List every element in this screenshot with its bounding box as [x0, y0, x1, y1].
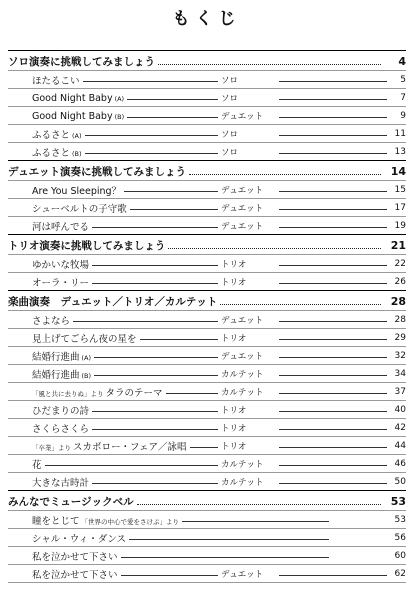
leader-line: [94, 357, 218, 358]
section-heading: [8, 490, 406, 511]
entry-title: ふるさと: [32, 148, 71, 159]
leader-line: [279, 117, 387, 118]
leader-line: [279, 357, 387, 358]
entry-page-number: 60: [394, 551, 406, 561]
section-title: ソロ演奏に挑戦してみましょう: [8, 55, 155, 68]
toc-entry: [8, 198, 406, 217]
section-title: みんなでミュージックベル: [8, 495, 134, 508]
entry-ensemble-type: カルテット: [221, 478, 264, 488]
toc-entry: [8, 400, 406, 419]
leader-line: [279, 447, 387, 448]
entry-title-group: [32, 385, 163, 399]
entry-ensemble-type: デュエット: [221, 222, 264, 232]
entry-title: 見上げてごらん夜の星を: [32, 334, 137, 345]
entry-title-group: [32, 331, 137, 345]
entry-page-number: 42: [394, 423, 406, 433]
dotted-leader: [137, 504, 381, 505]
leader-line: [279, 483, 387, 484]
section-page-number: 4: [398, 54, 406, 68]
toc-entry: [8, 328, 406, 347]
entry-ensemble-type: カルテット: [221, 370, 264, 380]
leader-line: [85, 135, 218, 136]
entry-title: 河は呼んでる: [32, 222, 90, 233]
entry-source-note: 「卒業」より: [32, 444, 71, 452]
entry-title-group: [32, 313, 70, 327]
entry-page-number: 37: [394, 387, 406, 397]
entry-page-number: 50: [394, 477, 406, 487]
leader-line: [83, 81, 218, 82]
entry-page-number: 26: [394, 277, 406, 287]
leader-line: [279, 393, 387, 394]
toc-entry: [8, 254, 406, 273]
entry-title-group: [32, 201, 127, 215]
bottom-rule: [8, 582, 406, 583]
leader-line: [121, 557, 329, 558]
leader-line: [279, 135, 387, 136]
entry-ensemble-type: トリオ: [221, 442, 247, 452]
leader-line: [279, 283, 387, 284]
leader-line: [92, 429, 218, 430]
toc-entry: [8, 510, 406, 529]
leader-line: [140, 339, 218, 340]
entry-page-number: 62: [394, 569, 406, 579]
entry-title: ふるさと: [32, 130, 71, 141]
entry-title-group: [32, 275, 89, 289]
entry-title-group: [32, 145, 82, 159]
section-heading: [8, 160, 406, 181]
entry-subnote: (A): [72, 132, 82, 140]
entry-ensemble-type: デュエット: [221, 186, 264, 196]
entry-title: ほたるこい: [32, 76, 80, 87]
entry-title-group: [32, 93, 124, 104]
leader-line: [121, 575, 218, 576]
entry-title-group: [32, 349, 91, 363]
toc-entry: [8, 472, 406, 491]
leader-line: [279, 375, 387, 376]
entry-page-number: 11: [394, 129, 406, 139]
entry-ensemble-type: デュエット: [221, 112, 264, 122]
entry-title-group: [32, 567, 118, 581]
entry-title: 瞳をとじて: [32, 516, 80, 527]
entry-ensemble-type: ソロ: [221, 130, 239, 140]
toc-entry: [8, 364, 406, 383]
entry-page-number: 34: [394, 369, 406, 379]
entry-title-group: [32, 367, 91, 381]
entry-title-group: [32, 439, 187, 453]
section-heading: [8, 234, 406, 255]
entry-subnote: (B): [114, 112, 125, 121]
entry-page-number: 40: [394, 405, 406, 415]
entry-ensemble-type: トリオ: [221, 334, 247, 344]
toc-entry: [8, 418, 406, 437]
section-heading: [8, 290, 406, 311]
entry-ensemble-type: トリオ: [221, 260, 247, 270]
toc-entry: [8, 142, 406, 161]
entry-page-number: 19: [394, 221, 406, 231]
entry-ensemble-type: ソロ: [221, 148, 239, 158]
entry-ensemble-type: カルテット: [221, 460, 264, 470]
entry-title-group: [32, 111, 124, 122]
toc-entry: [8, 564, 406, 583]
entry-ensemble-type: トリオ: [221, 278, 247, 288]
entry-title-group: [32, 513, 179, 527]
toc-entry: [8, 310, 406, 329]
toc-entry: [8, 106, 406, 125]
section-title: 楽曲演奏 デュエット／トリオ／カルテット: [8, 295, 218, 308]
section-page-number: 21: [390, 238, 406, 252]
entry-page-number: 22: [394, 259, 406, 269]
entry-page-number: 32: [394, 351, 406, 361]
entry-title: ゆかいな牧場: [32, 260, 90, 271]
leader-line: [279, 99, 387, 100]
entry-subnote: (B): [72, 150, 82, 158]
toc-entry: [8, 346, 406, 365]
leader-line: [45, 465, 218, 466]
leader-line: [92, 283, 218, 284]
entry-ensemble-type: デュエット: [221, 316, 264, 326]
leader-line: [190, 447, 218, 448]
entry-title: 結婚行進曲: [32, 370, 80, 381]
leader-line: [85, 153, 218, 154]
entry-page-number: 29: [394, 333, 406, 343]
leader-line: [94, 375, 218, 376]
leader-line: [279, 321, 387, 322]
toc-entry: [8, 216, 406, 235]
entry-title: Good Night Baby: [32, 92, 113, 104]
entry-title: タラのテーマ: [105, 388, 163, 399]
entry-title: さよなら: [32, 316, 71, 327]
toc-entry: [8, 528, 406, 547]
entry-page-number: 53: [394, 515, 406, 525]
entry-title-group: [32, 403, 89, 417]
leader-line: [279, 411, 387, 412]
leader-line: [279, 339, 387, 340]
entry-ensemble-type: デュエット: [221, 352, 264, 362]
leader-line: [182, 521, 329, 522]
entry-ensemble-type: デュエット: [221, 570, 264, 580]
leader-line: [92, 411, 218, 412]
leader-line: [92, 483, 218, 484]
entry-subnote: (B): [81, 372, 92, 380]
entry-title-group: [32, 549, 118, 563]
dotted-leader: [220, 304, 381, 305]
entry-title: ひだまりの詩: [32, 406, 90, 417]
leader-line: [92, 227, 218, 228]
entry-ensemble-type: ソロ: [221, 76, 239, 86]
entry-page-number: 15: [394, 185, 406, 195]
entry-page-number: 5: [400, 75, 406, 85]
leader-line: [92, 265, 218, 266]
entry-title-group: [32, 183, 121, 197]
entry-title: 結婚行進曲: [32, 352, 80, 363]
leader-line: [279, 465, 387, 466]
leader-line: [279, 265, 387, 266]
entry-title: Good Night Baby: [32, 110, 113, 122]
toc-entry: [8, 180, 406, 199]
entry-title-group: [32, 257, 89, 271]
entry-ensemble-type: トリオ: [221, 406, 247, 416]
leader-line: [279, 227, 387, 228]
leader-line: [127, 117, 218, 118]
entry-title-group: [32, 219, 89, 233]
entry-title: 大きな古時計: [32, 478, 90, 489]
entry-title: シャル・ウィ・ダンス: [32, 534, 127, 545]
entry-ensemble-type: デュエット: [221, 204, 264, 214]
section-page-number: 28: [390, 294, 406, 308]
entry-title: 花: [32, 460, 42, 471]
entry-ensemble-type: トリオ: [221, 424, 247, 434]
dotted-leader: [189, 174, 381, 175]
entry-page-number: 46: [394, 459, 406, 469]
page-title: もくじ: [172, 9, 242, 29]
entry-source-note: 「風と共に去りぬ」より: [32, 390, 104, 398]
toc-entry: [8, 124, 406, 143]
entry-title-group: [32, 127, 82, 141]
entry-subnote: (A): [114, 94, 125, 103]
leader-line: [279, 191, 387, 192]
entry-ensemble-type: ソロ: [221, 94, 239, 104]
entry-title: 私を泣かせて下さい: [32, 552, 118, 563]
leader-line: [279, 575, 387, 576]
leader-line: [279, 429, 387, 430]
toc-entry: [8, 272, 406, 291]
toc-entry: [8, 454, 406, 473]
entry-title: シューベルトの子守歌: [32, 204, 127, 215]
entry-title-group: [32, 475, 89, 489]
leader-line: [279, 209, 387, 210]
leader-line: [124, 191, 218, 192]
leader-line: [166, 393, 218, 394]
entry-title: 私を泣かせて下さい: [32, 570, 118, 581]
entry-title-group: [32, 531, 126, 545]
entry-title: Are You Sleeping？: [32, 186, 122, 197]
entry-title: さくらさくら: [32, 424, 90, 435]
entry-title-group: [32, 73, 80, 87]
dotted-leader: [168, 248, 381, 249]
entry-page-number: 7: [400, 93, 406, 103]
entry-subnote: (A): [81, 354, 92, 362]
section-page-number: 53: [390, 494, 406, 508]
entry-title: オーラ・リー: [32, 278, 90, 289]
entry-page-number: 9: [400, 111, 406, 121]
leader-line: [279, 153, 387, 154]
entry-page-number: 44: [394, 441, 406, 451]
section-title: デュエット演奏に挑戦してみましょう: [8, 165, 186, 178]
leader-line: [73, 321, 218, 322]
section-heading: [8, 50, 406, 71]
leader-line: [279, 81, 387, 82]
toc-entry: [8, 436, 406, 455]
entry-page-number: 56: [394, 533, 406, 543]
leader-line: [127, 99, 218, 100]
toc-entry: [8, 88, 406, 107]
entry-title-group: [32, 457, 42, 471]
leader-line: [129, 539, 329, 540]
entry-page-number: 17: [394, 203, 406, 213]
entry-title-group: [32, 421, 89, 435]
entry-page-number: 28: [394, 315, 406, 325]
entry-ensemble-type: カルテット: [221, 388, 264, 398]
toc-entry: [8, 382, 406, 401]
entry-title: スカボロー・フェア／詠唱: [73, 442, 187, 453]
toc-entry: [8, 70, 406, 89]
leader-line: [130, 209, 218, 210]
toc-entry: [8, 546, 406, 565]
section-title: トリオ演奏に挑戦してみましょう: [8, 239, 166, 252]
entry-page-number: 13: [394, 147, 406, 157]
dotted-leader: [158, 64, 381, 65]
entry-subnote: 「世界の中心で愛をさけぶ」より: [81, 518, 180, 526]
section-page-number: 14: [390, 164, 406, 178]
